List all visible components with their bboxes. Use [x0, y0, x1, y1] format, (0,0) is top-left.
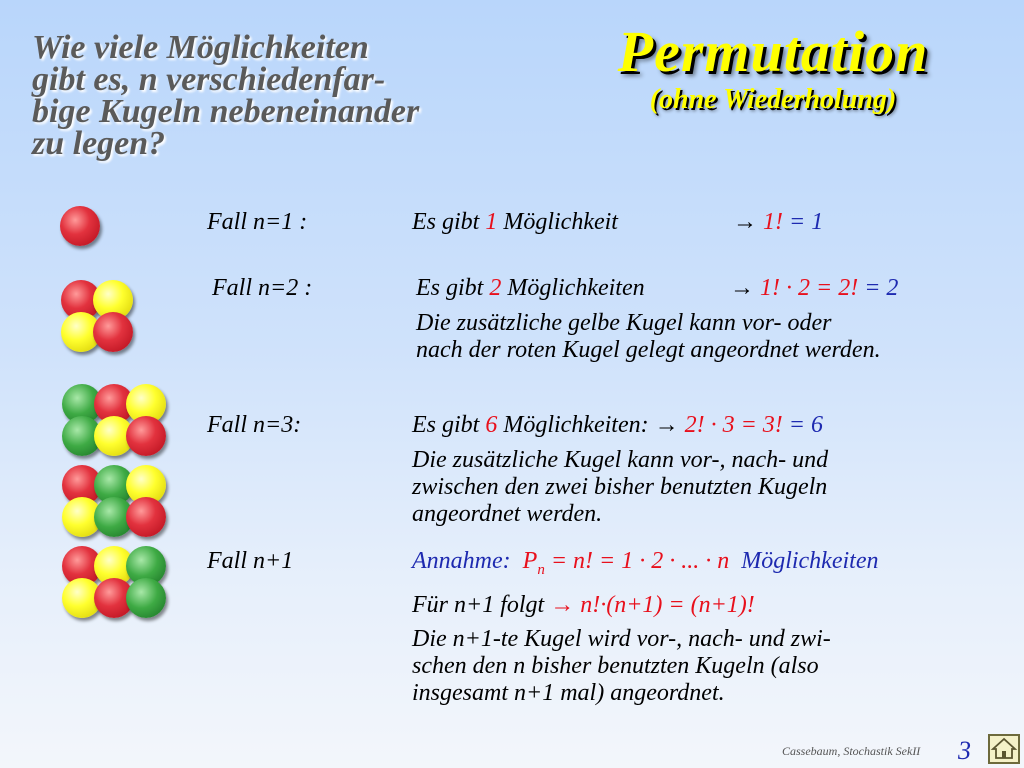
home-icon [990, 736, 1018, 762]
case-n-plus-1-conclusion [412, 592, 755, 619]
description-line: insgesamt n+1 mal) angeordnet. [412, 680, 725, 706]
case-n-plus-1-label: Fall n+1 [207, 548, 294, 574]
count: 1 [485, 209, 498, 235]
text: Möglichkeit [497, 209, 618, 235]
text: Möglichkeiten: → [497, 412, 685, 438]
footer-credit: Cassebaum, Stochastik SekII [782, 744, 921, 758]
red-ball [126, 497, 166, 537]
arrow: → [550, 592, 575, 618]
equals-value: = 1 [783, 209, 824, 235]
case-3-label: Fall n=3: [207, 412, 302, 438]
red-ball [126, 416, 166, 456]
description-line: angeordnet werden. [412, 501, 603, 527]
conclusion-formula: n!·(n+1) = (n+1)! [574, 592, 755, 618]
slide-title: Permutation [617, 19, 929, 84]
case-1-formula [733, 209, 823, 236]
p-subscript: n [537, 562, 545, 578]
description-line: Die zusätzliche Kugel kann vor-, nach- und [412, 447, 829, 473]
arrow: → [733, 209, 763, 235]
text: Es gibt [416, 275, 490, 301]
red-ball [60, 206, 100, 246]
text: Möglichkeiten [501, 275, 645, 301]
count: 6 [485, 412, 498, 438]
text: Für n+1 folgt [412, 592, 551, 618]
count: 2 [489, 275, 502, 301]
red-ball [93, 312, 133, 352]
question-line: bige Kugeln nebeneinander [32, 93, 420, 130]
case-1-label: Fall n=1 : [207, 209, 308, 235]
question-line: zu legen? [32, 125, 166, 162]
case-2-description [416, 310, 881, 364]
text: Es gibt [412, 209, 486, 235]
description-line: schen den n bisher benutzten Kugeln (also [412, 653, 819, 679]
text: Es gibt [412, 412, 486, 438]
case-1-result [412, 209, 618, 236]
p-letter: P [522, 548, 538, 574]
assumption-label: Annahme: [412, 548, 511, 574]
page-number: 3 [958, 736, 971, 765]
possibilities-word: Möglichkeiten [741, 548, 879, 574]
case-2-label: Fall n=2 : [212, 275, 313, 301]
assumption-formula: = n! = 1 · 2 · ... · n [544, 548, 730, 574]
case-n-plus-1-description [412, 626, 831, 707]
slide-subtitle: (ohne Wiederholung) [649, 84, 897, 115]
case-3-description [412, 447, 828, 528]
description-line: Die zusätzliche gelbe Kugel kann vor- oder [416, 310, 832, 336]
arrow: → [730, 275, 760, 301]
home-button[interactable] [988, 734, 1020, 764]
question-text [32, 29, 532, 162]
question-line: Wie viele Möglichkeiten [32, 29, 369, 66]
green-ball [126, 578, 166, 618]
equals-value: = 2 [858, 275, 899, 301]
p-symbol [522, 548, 545, 578]
factorial: 1! · 2 = 2! [760, 275, 859, 301]
case-3-result [412, 412, 823, 439]
factorial: 1! [763, 209, 783, 235]
case-2-formula [730, 275, 898, 302]
description-line: zwischen den zwei bisher benutzten Kugeln [412, 474, 828, 500]
case-2-result [416, 275, 645, 302]
equals-value: = 6 [782, 412, 823, 438]
question-line: gibt es, n verschiedenfar- [32, 61, 386, 98]
description-line: Die n+1-te Kugel wird vor-, nach- und zwi- [412, 626, 831, 652]
factorial: 2! · 3 = 3! [684, 412, 783, 438]
description-line: nach der roten Kugel gelegt angeordnet werden. [416, 337, 881, 363]
case-n-plus-1-assumption [412, 548, 878, 578]
